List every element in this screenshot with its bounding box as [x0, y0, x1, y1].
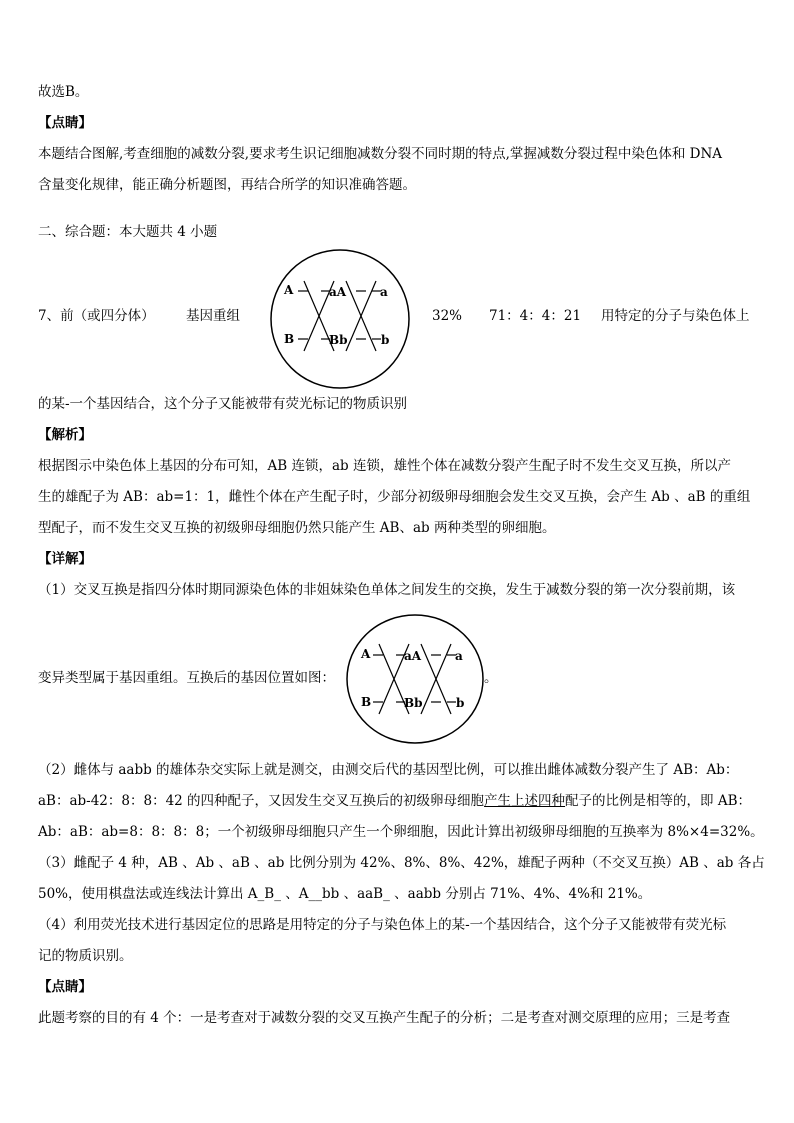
gene-label-mid-bottom: Bb	[329, 333, 348, 347]
q7-answer-3: 32%	[432, 308, 463, 324]
q7-answer-1: 7、前（或四分体）	[38, 308, 155, 324]
detail-p2-line-2-a: aB：ab-42：8：8：42 的四种配子，又因发生交叉互换后的初级卵母细胞	[38, 793, 485, 809]
gene-label-mid-top: aA	[404, 649, 422, 663]
q7-answer-5-end: 的某-一个基因结合，这个分子又能被带有荧光标记的物质识别	[38, 396, 408, 412]
detail-p4-line-1: （4）利用荧光技术进行基因定位的思路是用特定的分子与染色体上的某-一个基因结合，这个分子又能被带有荧光标	[38, 917, 727, 933]
q7-answer-4: 71：4：4：21	[489, 308, 582, 324]
tip-text-line-2: 含量变化规律，能正确分析题图，再结合所学的知识准确答题。	[38, 177, 416, 193]
gene-label-A: A	[361, 647, 371, 661]
tip-text-line-1: 本题结合图解,考查细胞的减数分裂,要求考生识记细胞减数分裂不同时期的特点,掌握减数分裂过程中染色体和 DNA	[38, 146, 723, 162]
detail-p2-line-2-underlined: 产生上述四种	[484, 793, 566, 809]
section-heading: 二、综合题：本大题共 4 小题	[38, 224, 218, 240]
analysis-line-2: 生的雄配子为 AB：ab=1：1，雌性个体在产生配子时，少部分初级卵母细胞会发生交叉互换，会产生 Ab 、aB 的重组	[38, 489, 751, 505]
detail-p4-line-2: 记的物质识别。	[38, 948, 133, 964]
detail-p2-line-1: （2）雌体与 aabb 的雄体杂交实际上就是测交，由测交后代的基因型比例，可以推出雌体减数分裂产生了 AB：Ab：	[38, 762, 739, 778]
tip-heading: 【点睛】	[38, 115, 92, 131]
detail-p1-end: 。	[484, 670, 498, 686]
gene-label-B: B	[361, 695, 372, 709]
detail-p1-line-2: 变异类型属于基因重组。互换后的基因位置如图：	[38, 670, 335, 686]
q7-answer-5-start: 用特定的分子与染色体上	[601, 308, 750, 324]
detail-p2-line-2-b: 配子的比例是相等的，即 AB：	[565, 793, 752, 809]
analysis-heading: 【解析】	[38, 427, 92, 443]
gene-label-b: b	[456, 696, 465, 710]
detail-p3-line-2: 50%，使用棋盘法或连线法计算出 A_B_ 、A__bb 、aaB_ 、aabb 分别占 71%、4%、4%和 21%。	[38, 886, 652, 902]
chromosome-crossover-diagram	[268, 247, 412, 391]
answer-conclusion: 故选B。	[38, 84, 89, 100]
gene-label-a: a	[455, 649, 463, 663]
detail-p1-line-1: （1）交叉互换是指四分体时期同源染色体的非姐妹染色单体之间发生的交换，发生于减数分裂的第一次分裂前期，该	[38, 582, 736, 598]
gene-label-b: b	[381, 333, 390, 347]
detail-heading: 【详解】	[38, 551, 92, 567]
gene-label-mid-bottom: Bb	[404, 696, 423, 710]
q7-answer-2: 基因重组	[186, 308, 240, 324]
crossover-result-diagram	[343, 612, 487, 746]
tip2-line-1: 此题考察的目的有 4 个：一是考查对于减数分裂的交叉互换产生配子的分析；二是考查对测交原理的应用；三是考查	[38, 1010, 731, 1026]
gene-label-A: A	[284, 283, 294, 297]
analysis-line-3: 型配子，而不发生交叉互换的初级卵母细胞仍然只能产生 AB、ab 两种类型的卵细胞。	[38, 520, 556, 536]
tip2-heading: 【点睛】	[38, 979, 92, 995]
gene-label-B: B	[284, 332, 295, 346]
gene-label-mid-top: aA	[329, 285, 347, 299]
analysis-line-1: 根据图示中染色体上基因的分布可知，AB 连锁，ab 连锁，雄性个体在减数分裂产生配子时不发生交叉互换，所以产	[38, 458, 731, 474]
detail-p2-line-2	[38, 791, 758, 811]
detail-p3-line-1: （3）雌配子 4 种，AB 、Ab 、aB 、ab 比例分别为 42%、8%、8%、42%，雄配子两种（不交叉互换）AB 、ab 各占	[38, 855, 765, 871]
detail-p2-line-3: Ab：aB：ab=8：8：8：8；一个初级卵母细胞只产生一个卵细胞，因此计算出初级卵母细胞的互换率为 8%×4=32%。	[38, 824, 764, 840]
gene-label-a: a	[380, 285, 388, 299]
